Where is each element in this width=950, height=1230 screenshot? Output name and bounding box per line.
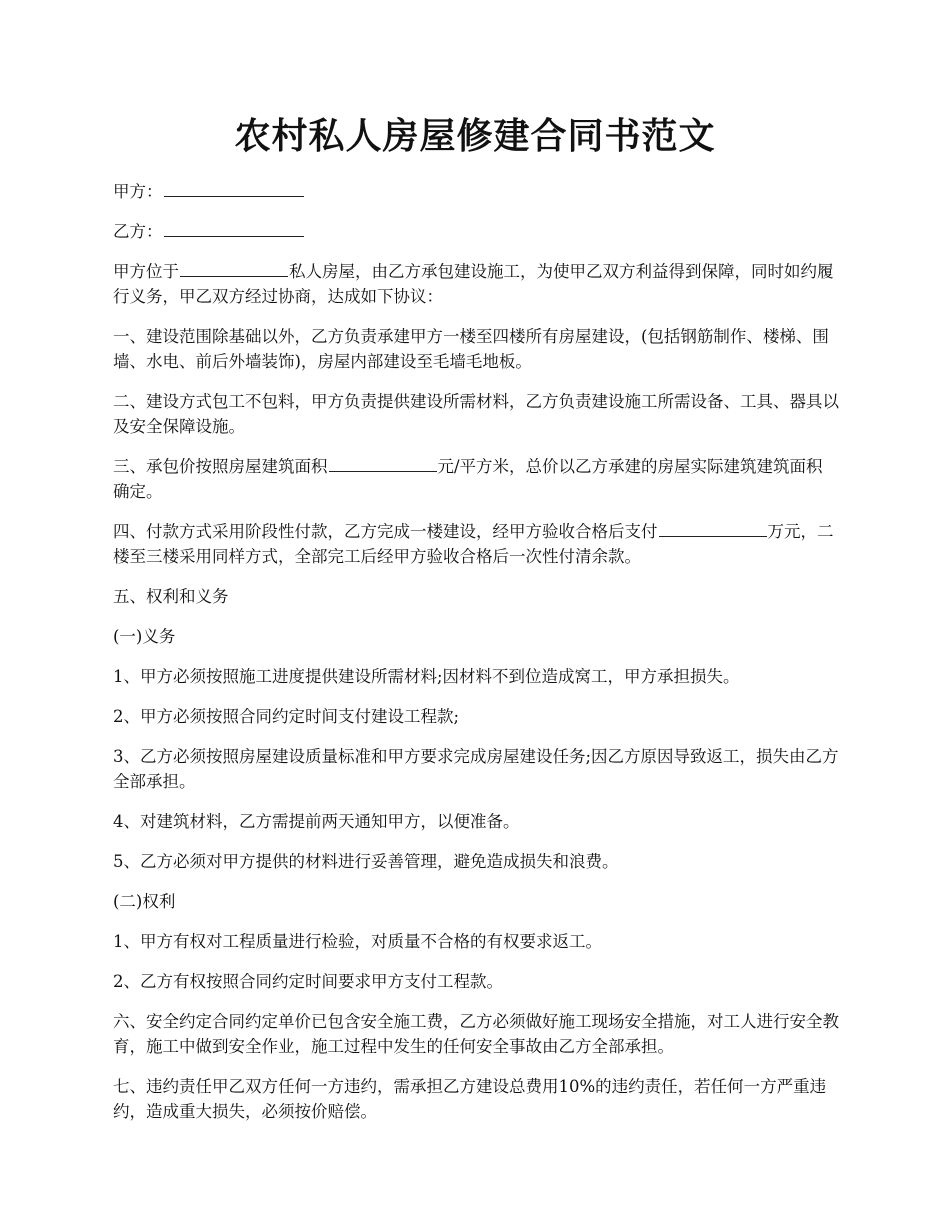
duty-2: 2、甲方必须按照合同约定时间支付建设工程款;	[113, 707, 460, 726]
unit-price-blank	[329, 455, 437, 473]
party-a-label: 甲方：	[113, 182, 163, 201]
clause-7: 七、违约责任甲乙双方任何一方违约，需承担乙方建设总费用10%的违约责任，若任何一方严重违约，造成重大损失，必须按价赔偿。	[113, 1077, 827, 1121]
clause-3-after: 元/平方米，总价以乙方承建的房屋实际建筑建筑面积确定。	[113, 457, 823, 501]
right-2: 2、乙方有权按照合同约定时间要求甲方支付工程款。	[113, 972, 503, 991]
clause-4-after: 万元，二楼至三楼采用同样方式，全部完工后经甲方验收合格后一次性付清余款。	[113, 522, 834, 566]
clause-4-before: 四、付款方式采用阶段性付款，乙方完成一楼建设，经甲方验收合格后支付	[113, 522, 658, 541]
intro-paragraph	[113, 259, 839, 309]
party-b-label: 乙方：	[113, 222, 163, 241]
location-blank	[180, 260, 288, 278]
clause-3-before: 三、承包价按照房屋建筑面积	[113, 457, 328, 476]
duty-1: 1、甲方必须按照施工进度提供建设所需材料;因材料不到位造成窝工，甲方承担损失。	[113, 667, 740, 686]
duty-5: 5、乙方必须对甲方提供的材料进行妥善管理，避免造成损失和浪费。	[113, 852, 619, 871]
clause-4	[113, 519, 839, 569]
right-1: 1、甲方有权对工程质量进行检验，对质量不合格的有权要求返工。	[113, 932, 602, 951]
party-b-blank	[164, 220, 304, 238]
payment-blank	[659, 520, 767, 538]
clause-3	[113, 454, 839, 504]
intro-after: 私人房屋，由乙方承包建设施工，为使甲乙双方利益得到保障，同时如约履行义务，甲乙双方经过协商，达成如下协议：	[113, 262, 834, 306]
party-b-line	[113, 219, 839, 244]
clause-5: 五、权利和义务	[113, 587, 229, 606]
clause-2: 二、建设方式包工不包料，甲方负责提供建设所需材料，乙方负责建设施工所需设备、工具、器具以及安全保障设施。	[113, 392, 839, 436]
intro-before: 甲方位于	[113, 262, 179, 281]
party-a-line	[113, 179, 839, 204]
duty-4: 4、对建筑材料，乙方需提前两天通知甲方，以便准备。	[113, 812, 520, 831]
document-title: 农村私人房屋修建合同书范文	[234, 115, 716, 157]
duties-heading: (一)义务	[113, 627, 176, 646]
document-body	[113, 179, 839, 1139]
rights-heading: (二)权利	[113, 892, 176, 911]
clause-1: 一、建设范围除基础以外，乙方负责承建甲方一楼至四楼所有房屋建设，(包括钢筋制作、楼梯、围墙、水电、前后外墙装饰)，房屋内部建设至毛墙毛地板。	[113, 327, 829, 371]
clause-6: 六、安全约定合同约定单价已包含安全施工费，乙方必须做好施工现场安全措施，对工人进行安全教育，施工中做到安全作业，施工过程中发生的任何安全事故由乙方全部承担。	[113, 1012, 839, 1056]
duty-3: 3、乙方必须按照房屋建设质量标准和甲方要求完成房屋建设任务;因乙方原因导致返工，损失由乙方全部承担。	[113, 747, 839, 791]
party-a-blank	[164, 180, 304, 198]
